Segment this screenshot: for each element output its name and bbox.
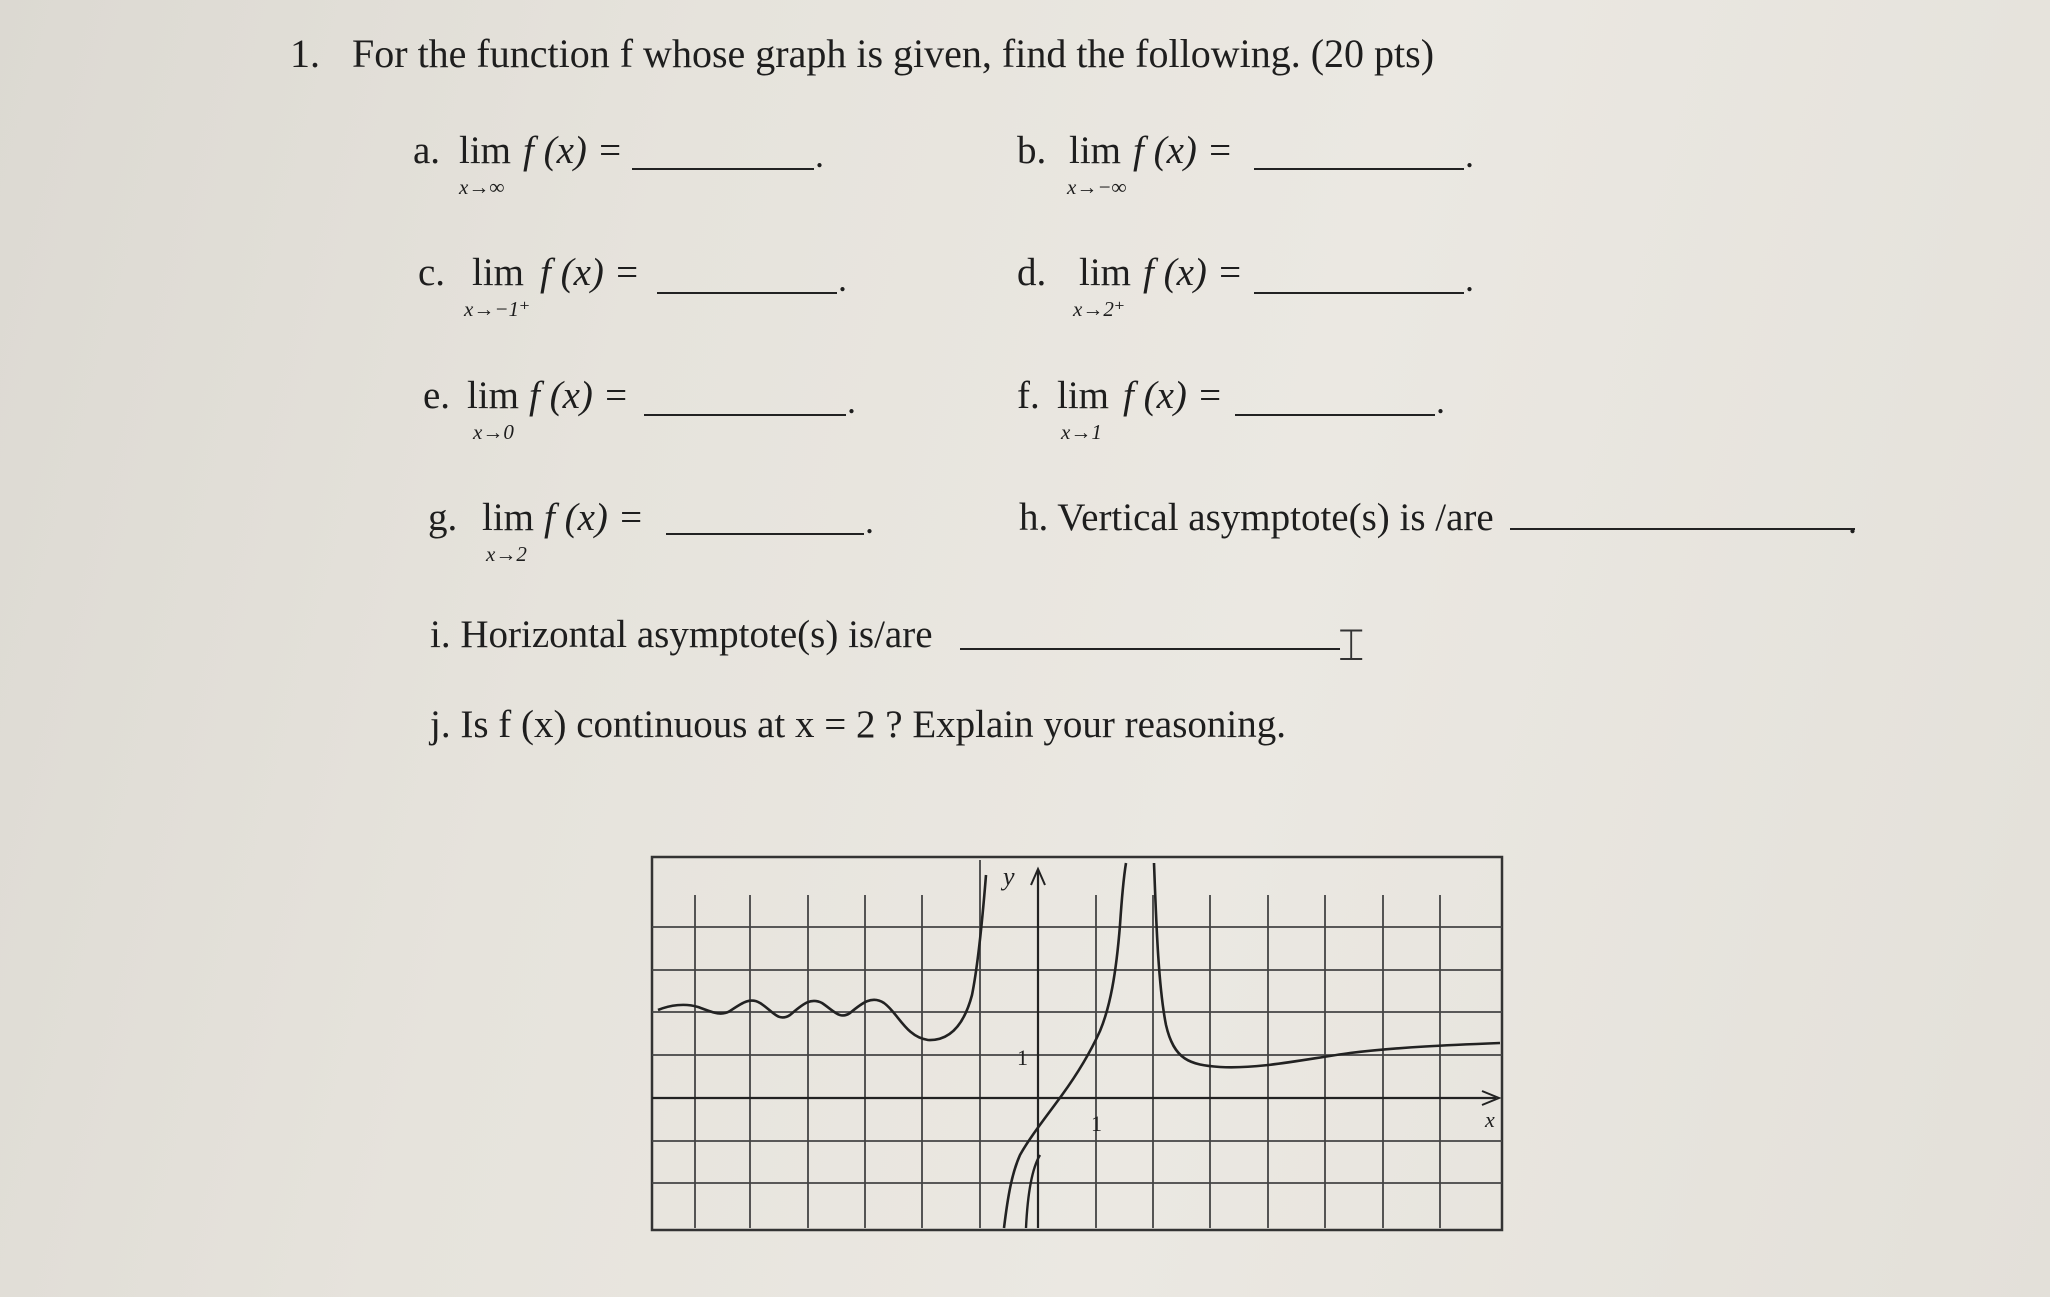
lim-operator: lim: [472, 251, 525, 294]
function-expression: f (x) =: [544, 496, 644, 539]
function-expression: f (x) =: [523, 129, 623, 172]
vertical-grid-lines: [695, 860, 1440, 1228]
problem-statement: [290, 30, 1434, 77]
function-graph: [650, 855, 1505, 1255]
answer-blank-g[interactable]: [666, 533, 864, 535]
function-expression: f (x) =: [1133, 129, 1233, 172]
answer-blank-a[interactable]: [632, 168, 814, 170]
lim-operator: lim: [459, 129, 512, 172]
question-i: i. Horizontal asymptote(s) is/are: [430, 613, 933, 656]
graph-border: [652, 857, 1502, 1230]
lim-subscript: x→2⁺: [1073, 297, 1125, 321]
text-cursor-icon: ⌶: [1338, 621, 1365, 670]
period: .: [1465, 135, 1474, 175]
x-tick-label: 1: [1091, 1111, 1102, 1136]
y-axis-label: y: [1003, 862, 1015, 891]
lim-operator: lim: [467, 374, 520, 417]
period: .: [838, 259, 847, 299]
answer-blank-b[interactable]: [1254, 168, 1464, 170]
lim-operator: lim: [482, 496, 535, 539]
period: .: [1848, 501, 1857, 541]
lim-subscript: x→2: [486, 542, 527, 566]
x-axis-label: x: [1485, 1107, 1495, 1132]
question-label: d.: [1017, 251, 1047, 294]
lim-subscript: x→−1⁺: [464, 297, 531, 321]
question-h: h. Vertical asymptote(s) is /are: [1019, 496, 1494, 539]
answer-blank-h[interactable]: [1510, 528, 1855, 530]
graph-curve-left: [658, 875, 986, 1040]
horizontal-grid-lines: [652, 927, 1502, 1183]
period: .: [815, 135, 824, 175]
question-label: e.: [423, 374, 451, 417]
function-expression: f (x) =: [1123, 374, 1223, 417]
period: .: [847, 381, 856, 421]
question-label: a.: [413, 129, 441, 172]
answer-blank-e[interactable]: [644, 414, 846, 416]
lim-subscript: x→0: [473, 420, 514, 444]
function-expression: f (x) =: [529, 374, 629, 417]
y-tick-label: 1: [1017, 1045, 1028, 1070]
answer-blank-i[interactable]: [960, 648, 1340, 650]
lim-subscript: x→∞: [459, 175, 505, 199]
question-label: b.: [1017, 129, 1047, 172]
lim-operator: lim: [1079, 251, 1132, 294]
question-j: j. Is f (x) continuous at x = 2 ? Explain your reasoning.: [430, 703, 1286, 746]
lim-subscript: x→1: [1061, 420, 1102, 444]
function-expression: f (x) =: [540, 251, 640, 294]
lim-operator: lim: [1069, 129, 1122, 172]
answer-blank-c[interactable]: [657, 292, 837, 294]
period: .: [1465, 259, 1474, 299]
lim-operator: lim: [1057, 374, 1110, 417]
graph-curve-right: [1154, 863, 1500, 1067]
period: .: [865, 501, 874, 541]
problem-text: For the function f whose graph is given, find the following. (20 pts): [352, 31, 1435, 76]
answer-blank-d[interactable]: [1254, 292, 1464, 294]
problem-number: 1.: [290, 31, 320, 76]
function-expression: f (x) =: [1143, 251, 1243, 294]
question-label: f.: [1017, 374, 1040, 417]
lim-subscript: x→−∞: [1067, 175, 1127, 199]
question-label: c.: [418, 251, 446, 294]
question-label: g.: [428, 496, 458, 539]
answer-blank-f[interactable]: [1235, 414, 1435, 416]
period: .: [1436, 381, 1445, 421]
